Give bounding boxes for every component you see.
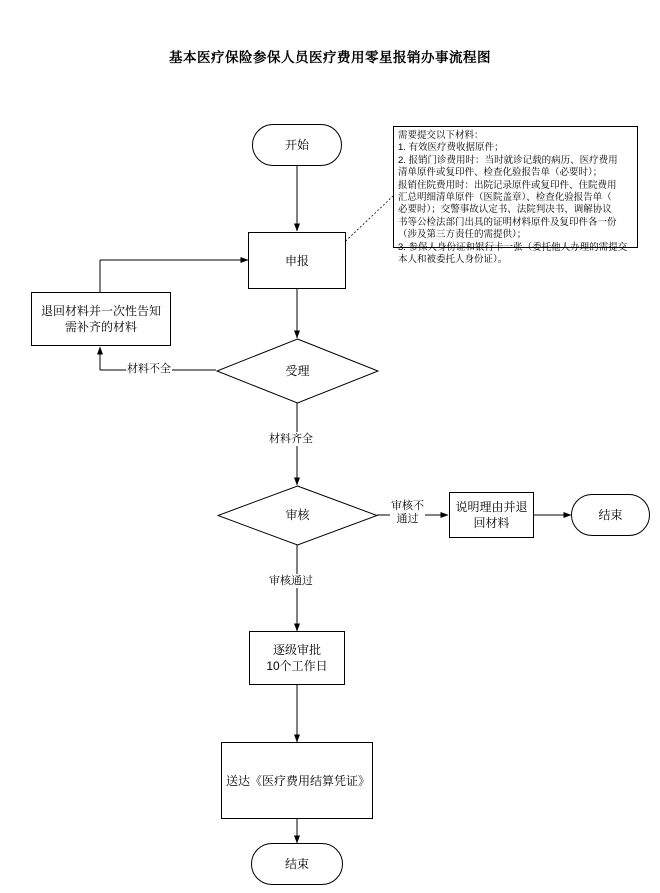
- node-review-label: 审核: [285, 508, 310, 522]
- edge-label-material-incomplete: 材料不全: [127, 363, 171, 375]
- page-title: 基本医疗保险参保人员医疗费用零星报销办事流程图: [169, 50, 491, 65]
- node-end-right: [571, 494, 650, 536]
- node-declare-label: 申报: [284, 253, 309, 268]
- note-line-6: 必要时）；交警事故认定书、法院判决书、调解协议: [398, 204, 612, 216]
- note-line-10: 本人和被委托人身份证）。: [398, 254, 508, 266]
- node-approval-label-line1: 逐级审批: [272, 643, 321, 657]
- node-return-material-label: 退回材料并一次性告知需补齐的材料: [40, 304, 161, 334]
- edge-label-review-passed: 审核通过: [269, 575, 313, 587]
- node-return-material: [31, 292, 171, 346]
- node-end-right-label: 结束: [598, 508, 623, 522]
- note-line-3: 清单原件或复印件、检查化验报告单（必要时）；: [398, 167, 603, 179]
- node-explain-return: [449, 492, 534, 538]
- node-approval-label-line2: 10个工作日: [266, 659, 328, 673]
- note-line-1: 1. 有效医疗费收据原件；: [398, 142, 504, 154]
- node-declare: [248, 232, 346, 289]
- note-line-2: 2. 报销门诊费用时：当时就诊记载的病历、医疗费用: [398, 154, 618, 166]
- node-start-label: 开始: [284, 138, 309, 152]
- node-accept: [216, 338, 379, 404]
- edge-label-material-complete: 材料齐全: [269, 433, 313, 445]
- node-end-bottom: [251, 843, 343, 885]
- note-line-5: 汇总明细清单原件（医院盖章）、检查化验报告单（: [398, 192, 612, 204]
- note-line-7: 书等公检法部门出具的证明材料原件及复印件各一份: [398, 216, 617, 228]
- note-line-4: 报销住院费用时：出院记录原件或复印件、住院费用: [398, 179, 617, 191]
- node-explain-return-label: 说明理由并退回材料: [455, 500, 528, 530]
- node-start: [252, 124, 342, 166]
- edge-label-review-failed: [390, 500, 425, 526]
- note-line-9: 3. 参保人身份证和银行卡一张（委托他人办理的需提交: [398, 241, 628, 253]
- note-line-0: 需要提交以下材料：: [398, 130, 484, 141]
- node-review: [217, 485, 378, 546]
- materials-note: [393, 126, 638, 266]
- node-deliver: [221, 742, 373, 819]
- note-line-8: （涉及第三方责任的需提供）；: [398, 229, 527, 241]
- edge-label-review-failed-line2: 通过: [396, 513, 419, 525]
- node-end-bottom-label: 结束: [284, 857, 309, 871]
- node-deliver-label: 送达《医疗费用结算凭证》: [226, 773, 371, 788]
- node-approval: [249, 631, 345, 685]
- edge-label-review-failed-line1: 审核不: [391, 500, 424, 512]
- node-accept-label: 受理: [285, 363, 310, 378]
